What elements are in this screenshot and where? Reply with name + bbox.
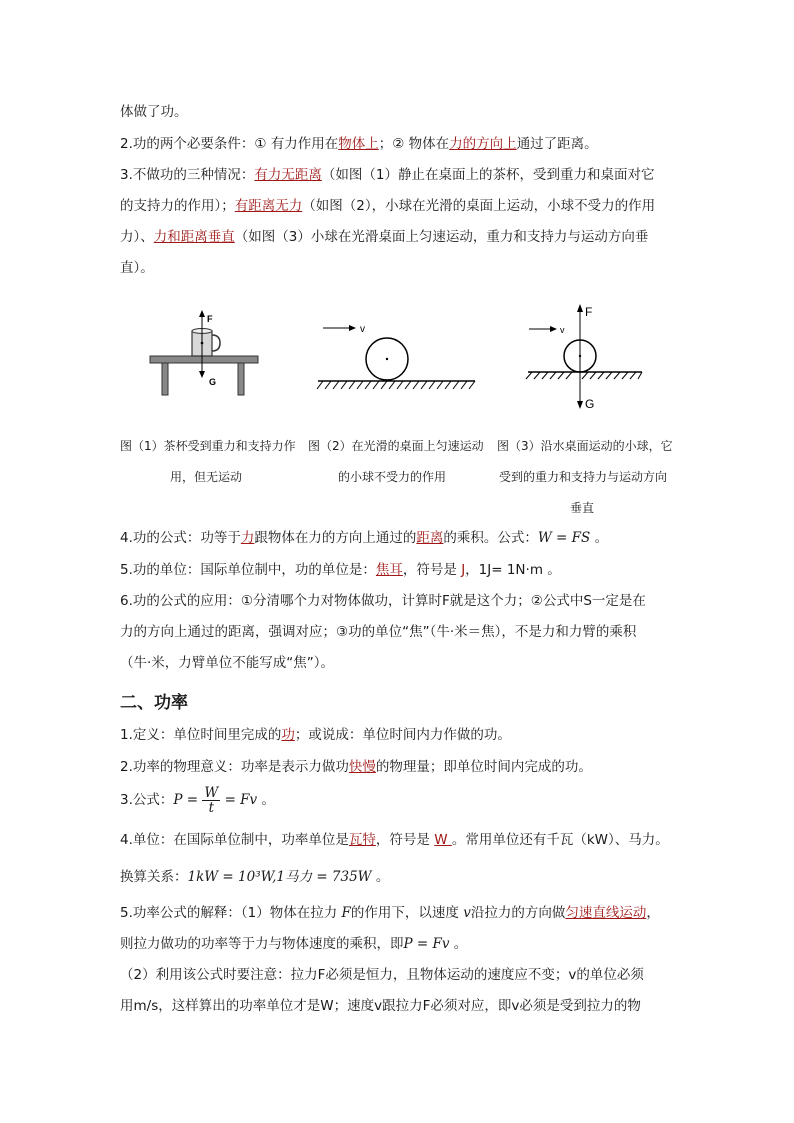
para-3-line-2: 的支持力的作用）；有距离无力（如图（2），小球在光滑的桌面上运动，小球不受力的作用 [120, 198, 656, 214]
para-3-line-1: 3.不做功的三种情况：有力无距离（如图（1）静止在桌面上的茶杯，受到重力和桌面对它 [120, 167, 655, 183]
para-q5-line-2: 则拉力做功的功率等于力与物体速度的乘积，即P = Fv 。 [120, 936, 468, 952]
label-g: G [585, 397, 595, 411]
para-4: 4.功的公式：功等于力跟物体在力的方向上通过的距离的乘积。公式：W = FS 。 [120, 530, 609, 546]
caption-1-line-1: 图（1）茶杯受到重力和支持力作 [120, 439, 296, 453]
para-6-line-3: （牛·米，力臂单位不能写成“焦”）。 [120, 655, 335, 671]
caption-2-line-1: 图（2）在光滑的桌面上匀速运动 [308, 439, 484, 453]
caption-3-line-3: 垂直 [570, 501, 595, 515]
label-v: v [360, 324, 365, 335]
label-g: G [209, 377, 217, 387]
power-meaning: 2.功率的物理意义：功率是表示力做功快慢的物理量；即单位时间内完成的功。 [120, 759, 592, 775]
label-f: F [207, 314, 213, 324]
caption-3-line-1: 图（3）沿水桌面运动的小球，它 [497, 439, 673, 453]
para-q6-line-2: 用m/s，这样算出的功率单位才是W；速度v跟拉力F必须对应，即v必须是受到拉力的物 [120, 998, 641, 1014]
figure-3-ball-forces [524, 300, 654, 415]
table-leg-right [238, 363, 244, 395]
table-top [150, 356, 258, 363]
caption-1-line-2: 用，但无运动 [170, 470, 243, 484]
para-6-line-2: 力的方向上通过的距离，强调对应；③功的单位“焦”（牛·米＝焦），不是力和力臂的乘积 [120, 624, 637, 640]
caption-2-line-2: 的小球不受力的作用 [338, 470, 447, 484]
section-heading: 二、功率 [120, 693, 188, 713]
figure-2-ball-moving [313, 312, 483, 397]
label-v: v [560, 325, 565, 335]
figure-1-cup-on-table [145, 305, 265, 400]
para-q5-line-1: 5.功率公式的解释：（1）物体在拉力 F的作用下，以速度 v沿拉力的方向做匀速直线运动， [120, 905, 660, 921]
para-3-line-4: 直）。 [120, 260, 154, 276]
para-0: 体做了功。 [120, 104, 188, 120]
cup-handle [212, 335, 220, 351]
para-5: 5.功的单位：国际单位制中，功的单位是：焦耳，符号是 J，1J= 1N·m 。 [120, 562, 561, 578]
caption-3-line-2: 受到的重力和支持力与运动方向 [499, 470, 668, 484]
power-formula: 3.公式：P = $\frac{W}{t}$ = Fv 。 [120, 784, 275, 816]
para-2: 2.功的两个必要条件：① 有力作用在物体上；② 物体在力的方向上通过了距离。 [120, 136, 598, 152]
fraction-w-over-t: $\frac{W}{t}$ [204, 784, 219, 816]
table-leg-left [162, 363, 168, 395]
power-unit: 4.单位：在国际单位制中，功率单位是瓦特，符号是 W 。常用单位还有千瓦（kW）、马力。 [120, 832, 669, 848]
power-definition: 1.定义：单位时间里完成的功；或说成：单位时间内力作做的功。 [120, 727, 511, 743]
para-6-line-1: 6.功的公式的应用：①分清哪个力对物体做功，计算时F就是这个力；②公式中S一定是在 [120, 593, 646, 609]
power-conversion: 换算关系：1kW = 10³W,1马力 = 735W 。 [120, 869, 390, 885]
para-3-line-3: 力）、力和距离垂直（如图（3）小球在光滑桌面上匀速运动，重力和支持力与运动方向垂 [120, 229, 649, 245]
label-f: F [585, 305, 593, 319]
para-q6-line-1: （2）利用该公式时要注意：拉力F必须是恒力，且物体运动的速度应不变；v的单位必须 [120, 967, 644, 983]
